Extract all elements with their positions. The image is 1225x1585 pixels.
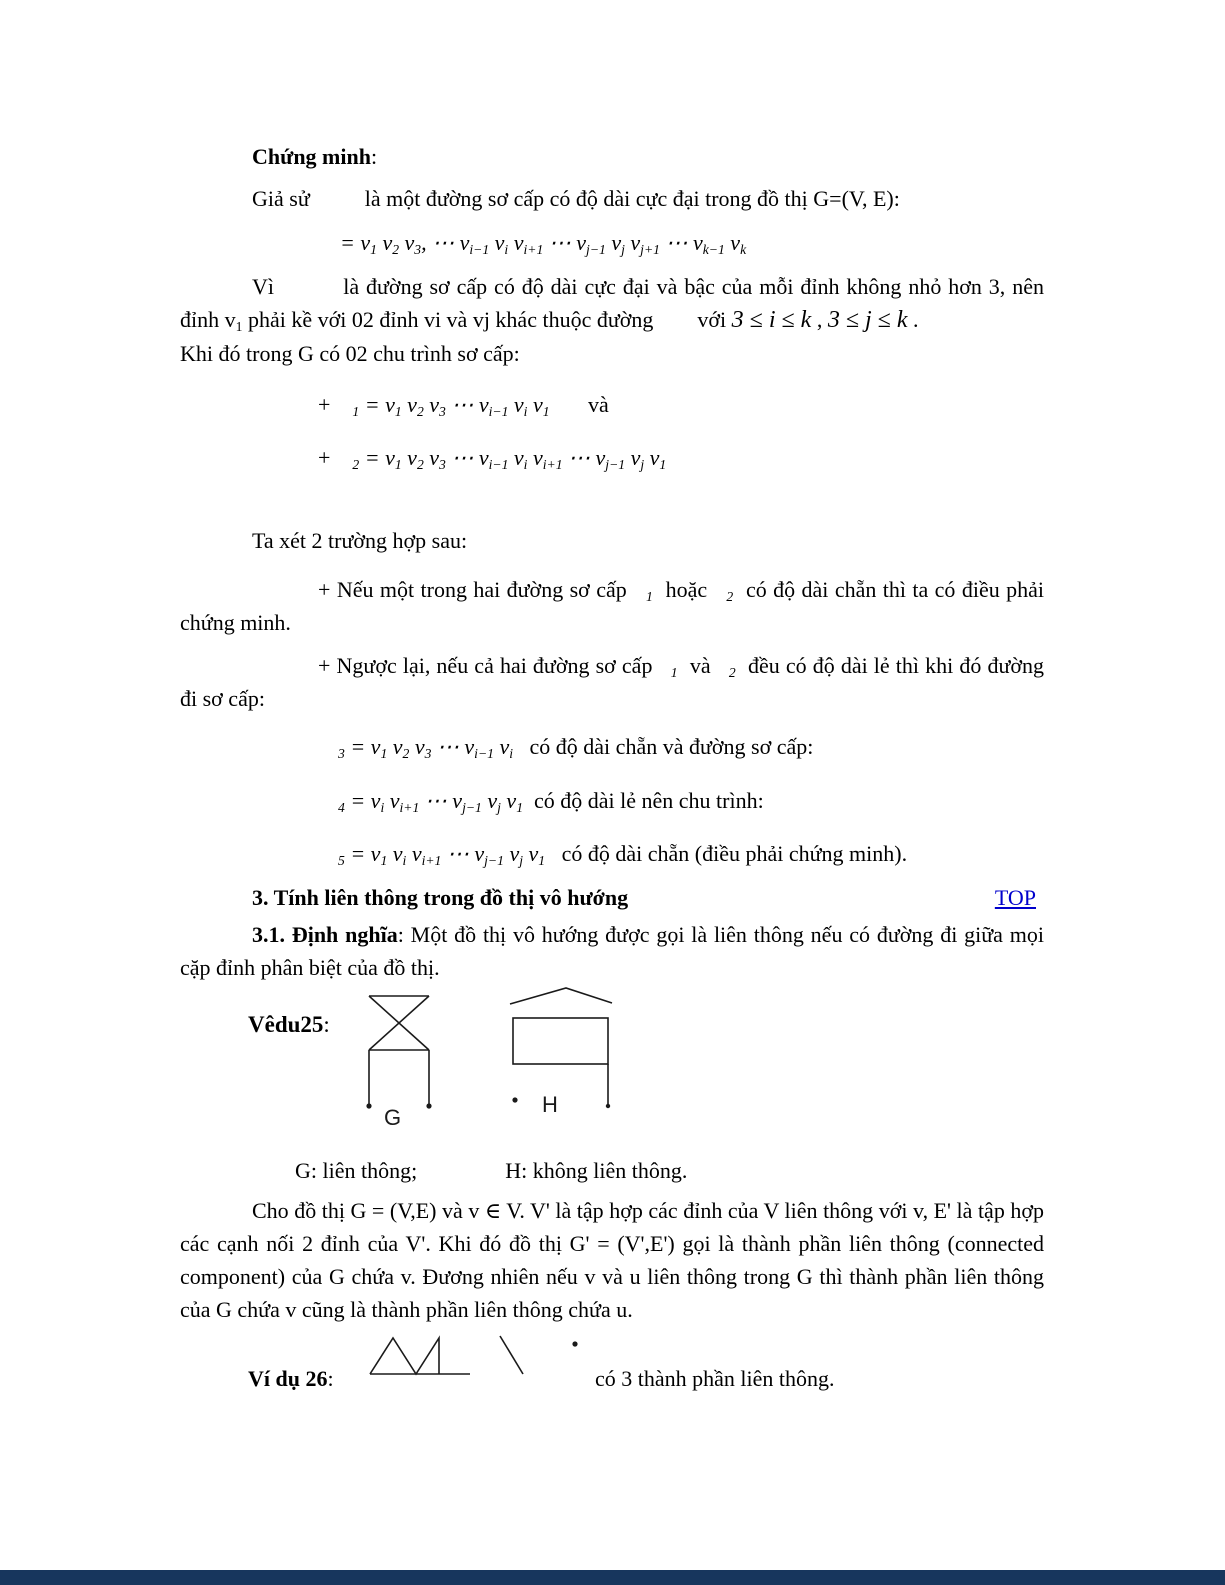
graph-g-diagram — [362, 986, 446, 1131]
formula-path-4: $_4 = v_i$ $v_{i+1}$ ⋯ $v_{j-1}$ $v_j$ $v_1$ có độ dài lẻ nên chu trình: — [338, 788, 764, 815]
section-3-heading: 3. Tính liên thông trong đồ thị vô hướng — [252, 885, 629, 910]
document-content — [180, 140, 1044, 1411]
example-26-figure — [180, 1326, 1044, 1411]
graph-h-diagram — [500, 984, 625, 1124]
paragraph-ta-xet: Ta xét 2 trường hợp sau: — [252, 528, 468, 553]
graph-h-vertices — [512, 1097, 610, 1108]
example-26-text: có 3 thành phần liên thông. — [595, 1366, 835, 1391]
paragraph-case-2: + Ngược lại, nếu cả hai đường sơ cấp $_1$ và $_2$ đều có độ dài lẻ thì khi đó đường đi sơ cấp: — [180, 653, 1045, 711]
paragraph-khi-do: Khi đó trong G có 02 chu trình sơ cấp: — [180, 341, 520, 366]
example-25-figure — [180, 984, 1044, 1154]
paragraph-cho-do-thi: Cho đồ thị G = (V,E) và v ∈ V. V' là tập hợp các đỉnh của V liên thông với v, E' là tập hợp các cạnh nối 2 đỉnh của V'. Khi đó đồ thị G' = (V',E') gọi là thành phần liên thông (connected component) của G chứa v. Đương nhiên nếu v và u liên thông trong G thì thành phần liên thông của G chứa v cũng là thành phần liên thông chứa u. — [180, 1198, 1044, 1322]
graph-h-label: H — [542, 1092, 558, 1117]
paragraph-gia-su: Giả sử là một đường sơ cấp có độ dài cực đại trong đồ thị G=(V, E): — [252, 186, 900, 211]
example-25-label: Vêdu25: — [248, 1012, 330, 1037]
proof-heading: Chứng minh: — [252, 144, 378, 169]
top-link[interactable]: TOP — [994, 885, 1036, 910]
graph-g-edges — [369, 996, 429, 1106]
graph-g-label: G — [384, 1105, 402, 1130]
formula-cycle-2: + $_2 = v_1$ $v_2$ $v_3$ ⋯ $v_{i-1}$ $v_i$ $v_{i+1}$ ⋯ $v_{j-1}$ $v_j$ $v_1$ — [318, 445, 667, 472]
components-vertices — [572, 1341, 577, 1346]
components-edges — [370, 1336, 523, 1374]
formula-cycle-1: + $_1 = v_1$ $v_2$ $v_3$ ⋯ $v_{i-1}$ $v_i$ $v_1$ và — [318, 392, 609, 419]
graph-h-edges — [510, 988, 612, 1106]
caption-example-25: G: liên thông; H: không liên thông. — [295, 1158, 688, 1183]
paragraph-case-1: + Nếu một trong hai đường sơ cấp $_1$ hoặc $_2$ có độ dài chẵn thì ta có điều phải chứng minh. — [180, 577, 1044, 635]
formula-path-5: $_5 = v_1$ $v_i$ $v_{i+1}$ ⋯ $v_{j-1}$ $v_j$ $v_1$ có độ dài chẵn (điều phải chứng minh). — [338, 841, 908, 868]
three-components-diagram — [365, 1326, 595, 1386]
example-26-label: Ví dụ 26: — [248, 1366, 334, 1391]
formula-path-3: $_3 = v_1$ $v_2$ $v_3$ ⋯ $v_{i-1}$ $v_i$ có độ dài chẵn và đường sơ cấp: — [338, 734, 814, 761]
formula-main-path: = $v_1$ $v_2$ $v_3$, ⋯ $v_{i-1}$ $v_i$ $v_{i+1}$ ⋯ $v_{j-1}$ $v_j$ $v_{j+1}$ ⋯ $v_{k-1}$ $v_k$ — [340, 230, 747, 257]
footer-bar — [0, 1570, 1225, 1585]
paragraph-definition-31: 3.1. Định nghĩa: Một đồ thị vô hướng được gọi là liên thông nếu có đường đi giữa mọi cặp đỉnh phân biệt của đồ thị. — [180, 922, 1044, 980]
paragraph-vi: Vì là đường sơ cấp có độ dài cực đại và bậc của mỗi đỉnh không nhỏ hơn 3, nên đỉnh $v_1$ phải kề với 02 đỉnh vi và vj khác thuộc đường với 3 ≤ i ≤ k , 3 ≤ j ≤ k . — [180, 274, 1044, 334]
section-3-heading-row — [180, 881, 1044, 914]
